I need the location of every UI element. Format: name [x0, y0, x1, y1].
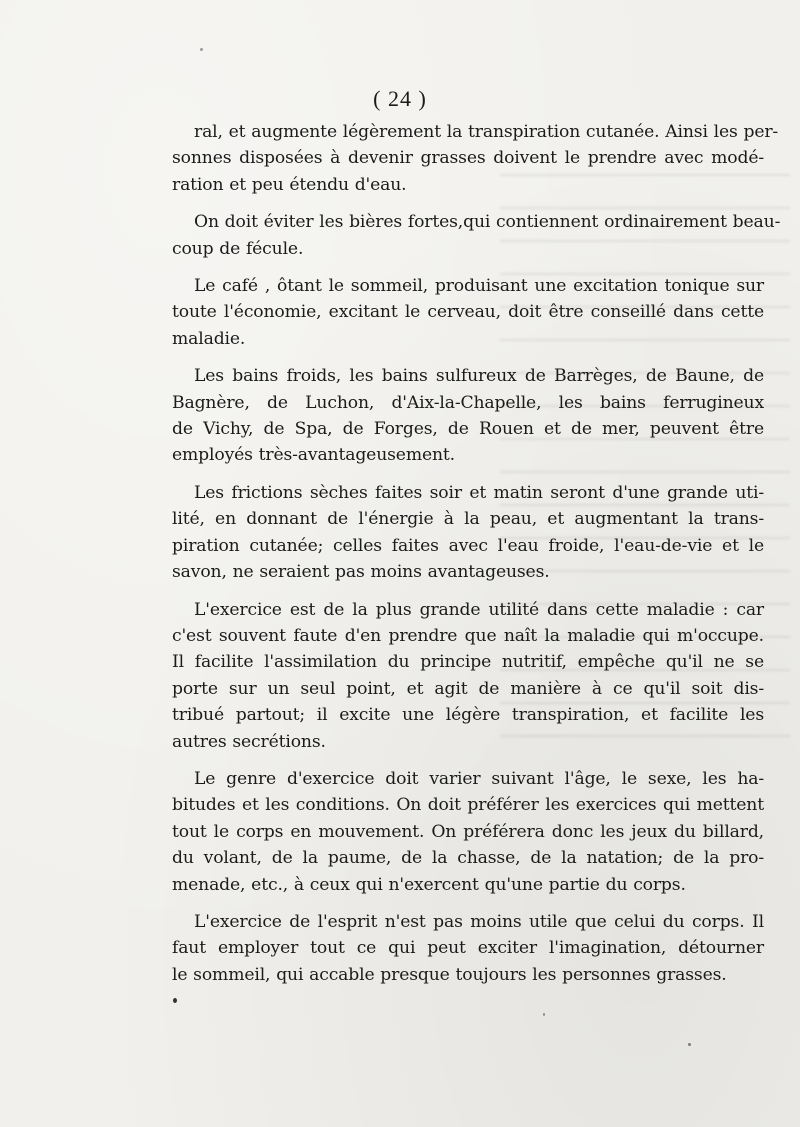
- ink-speck: [543, 1013, 545, 1016]
- text-line: Les frictions sèches faites soir et matin seront d'une grande uti-: [194, 482, 764, 503]
- text-line: bitudes et les conditions. On doit préférer les exercices qui mettent: [172, 795, 764, 816]
- text-line: coup de fécule.: [172, 238, 304, 259]
- text-line: lité, en donnant de l'énergie à la peau, et augmentant la trans-: [172, 509, 764, 530]
- text-line: tout le corps en mouvement. On préférera donc les jeux du billard,: [172, 821, 764, 842]
- text-line: On doit éviter les bières fortes,qui contiennent ordinairement beau-: [194, 212, 781, 233]
- text-line: maladie.: [172, 328, 246, 349]
- text-line: menade, etc., à ceux qui n'exercent qu'une partie du corps.: [172, 874, 686, 895]
- ink-speck: [200, 48, 203, 51]
- body-text: [172, 119, 781, 999]
- paragraph: [172, 480, 764, 586]
- paragraph: [172, 209, 781, 262]
- text-line: sonnes disposées à devenir grasses doivent le prendre avec modé-: [172, 148, 764, 169]
- text-line: du volant, de la paume, de la chasse, de la natation; de la pro-: [172, 848, 764, 869]
- ink-speck: [173, 998, 177, 1003]
- text-line: employés très-avantageusement.: [172, 445, 455, 466]
- text-line: toute l'économie, excitant le cerveau, doit être conseillé dans cette: [172, 302, 764, 323]
- text-line: Il facilite l'assimilation du principe nutritif, empêche qu'il ne se: [172, 652, 764, 673]
- text-line: Le genre d'exercice doit varier suivant l'âge, le sexe, les ha-: [194, 768, 764, 789]
- text-line: Les bains froids, les bains sulfureux de Barrèges, de Baune, de: [194, 366, 764, 387]
- text-line: Le café , ôtant le sommeil, produisant une excitation tonique sur: [194, 276, 764, 297]
- text-line: autres secrétions.: [172, 731, 326, 752]
- paragraph: [172, 597, 764, 755]
- text-line: Bagnère, de Luchon, d'Aix-la-Chapelle, les bains ferrugineux: [172, 392, 764, 413]
- paragraph: [172, 119, 779, 198]
- text-line: porte sur un seul point, et agit de manière à ce qu'il soit dis-: [172, 678, 764, 699]
- text-line: ral, et augmente légèrement la transpiration cutanée. Ainsi les per-: [194, 122, 779, 142]
- text-line: piration cutanée; celles faites avec l'eau froide, l'eau-de-vie et le: [172, 535, 764, 556]
- text-line: le sommeil, qui accable presque toujours les personnes grasses.: [172, 964, 727, 985]
- paragraph: [172, 909, 764, 988]
- text-line: c'est souvent faute d'en prendre que naît la maladie qui m'occupe.: [172, 625, 764, 646]
- text-line: L'exercice de l'esprit n'est pas moins utile que celui du corps. Il: [194, 911, 764, 932]
- text-line: L'exercice est de la plus grande utilité dans cette maladie : car: [194, 599, 764, 620]
- text-line: de Vichy, de Spa, de Forges, de Rouen et de mer, peuvent être: [172, 419, 764, 440]
- paragraph: [172, 273, 764, 352]
- text-line: tribué partout; il excite une légère transpiration, et facilite les: [172, 705, 764, 726]
- paragraph: [172, 766, 764, 898]
- text-line: savon, ne seraient pas moins avantageuses.: [172, 562, 550, 583]
- text-line: faut employer tout ce qui peut exciter l'imagination, détourner: [172, 938, 764, 959]
- page-number: ( 24 ): [373, 86, 427, 111]
- ink-speck: [688, 1043, 691, 1046]
- text-line: ration et peu étendu d'eau.: [172, 174, 407, 195]
- paragraph: [172, 363, 764, 469]
